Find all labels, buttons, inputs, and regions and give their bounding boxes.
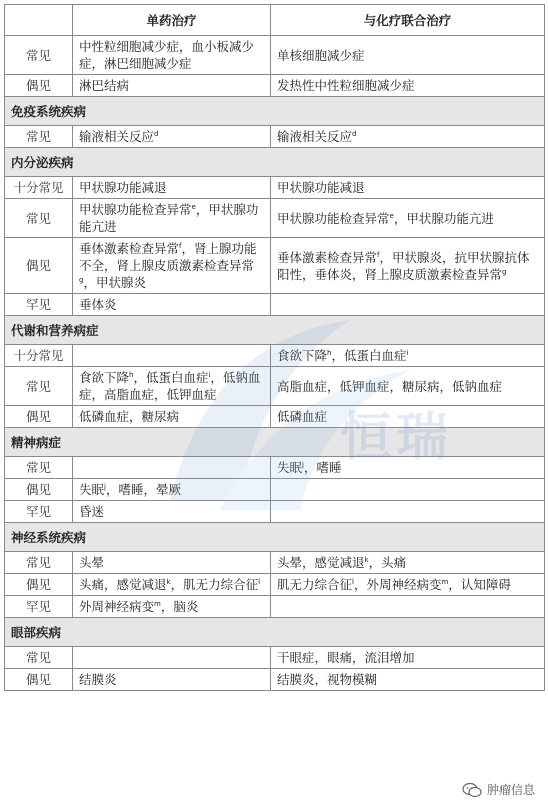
reaction-text: 低磷血症	[277, 409, 328, 424]
badge-text: 肿瘤信息	[486, 783, 535, 797]
reaction-text: 外周神经病变	[79, 599, 155, 614]
combination-cell	[271, 501, 545, 523]
combination-cell	[271, 199, 545, 238]
section-title: 神经系统疾病	[5, 523, 545, 552]
reaction-text: 垂体炎	[79, 297, 117, 312]
frequency-cell: 常见	[5, 457, 73, 479]
monotherapy-cell	[73, 238, 271, 294]
combination-cell	[271, 552, 545, 574]
monotherapy-cell	[73, 596, 271, 618]
section-title: 精神病症	[5, 428, 545, 457]
reaction-text: ，甲状腺炎	[83, 275, 146, 290]
table-row	[5, 294, 545, 316]
header-combination: 与化疗联合治疗	[271, 5, 545, 36]
reaction-text: 头痛，感觉减退	[79, 577, 167, 592]
footnote-marker: j	[104, 482, 106, 491]
table-row	[5, 574, 545, 596]
frequency-cell: 常见	[5, 367, 73, 406]
source-badge	[459, 780, 538, 799]
reaction-text: 甲状腺功能减退	[277, 180, 365, 195]
frequency-cell: 偶见	[5, 406, 73, 428]
footnote-marker: i	[406, 348, 409, 357]
reaction-text: 输液相关反应	[79, 129, 155, 144]
section-row	[5, 316, 545, 345]
footnote-marker: l	[352, 577, 354, 586]
reaction-text: 甲状腺功能检查异常	[79, 202, 192, 217]
reaction-text: 甲状腺功能检查异常	[277, 210, 390, 226]
reaction-text: 高脂血症，低钾血症，糖尿病，低钠血症	[277, 378, 503, 394]
combination-cell	[271, 574, 545, 596]
table-row	[5, 406, 545, 428]
combination-cell	[271, 479, 545, 501]
reaction-text: ，认知障碍	[448, 577, 511, 592]
monotherapy-cell	[73, 406, 271, 428]
adverse-reactions-table	[4, 4, 545, 691]
reaction-text: ，肾上腺功能不全，肾上腺皮质激素检查异常	[79, 241, 257, 273]
frequency-cell: 偶见	[5, 574, 73, 596]
reaction-text: ，嗜睡	[303, 460, 342, 475]
reaction-text: 中性粒细胞减少症，血小板减少症，淋巴细胞减少症	[79, 39, 255, 71]
reaction-text: ，外周神经病变	[353, 577, 442, 592]
table-row	[5, 552, 545, 574]
monotherapy-cell	[73, 647, 271, 669]
footnote-marker: h	[327, 348, 332, 357]
footnote-marker: i	[208, 370, 211, 379]
reaction-text: ，甲状腺炎，抗甲状腺抗体阳性，垂体炎，肾上腺皮质激素检查异常	[277, 249, 530, 282]
combination-cell	[271, 177, 545, 199]
reaction-text: 单核细胞减少症	[277, 47, 365, 63]
frequency-cell: 罕见	[5, 596, 73, 618]
monotherapy-cell	[73, 345, 271, 367]
footnote-marker: d	[352, 129, 357, 138]
reaction-text: ，甲状腺功能亢进	[79, 202, 259, 234]
frequency-cell: 常见	[5, 126, 73, 148]
section-row	[5, 428, 545, 457]
footnote-marker: e	[191, 202, 196, 211]
reaction-text: 食欲下降	[277, 348, 328, 363]
table-row	[5, 177, 545, 199]
footnote-marker: j	[302, 460, 304, 469]
frequency-cell: 罕见	[5, 294, 73, 316]
reaction-text: 结膜炎，视物模糊	[277, 672, 378, 687]
section-title: 眼部疾病	[5, 618, 545, 647]
table-row	[5, 596, 545, 618]
frequency-cell: 偶见	[5, 479, 73, 501]
reaction-text: ，头痛	[368, 555, 407, 570]
reaction-text: 失眠	[277, 460, 303, 475]
table-row	[5, 479, 545, 501]
reaction-text: ，低钠血症，高脂血症，低钾血症	[79, 370, 261, 402]
reaction-text: ，甲状腺功能亢进	[393, 210, 494, 226]
combination-cell	[271, 669, 545, 691]
table-row	[5, 238, 545, 294]
frequency-cell: 常见	[5, 36, 73, 75]
reaction-text: 淋巴结病	[79, 78, 130, 93]
monotherapy-cell	[73, 552, 271, 574]
reaction-text: 食欲下降	[79, 370, 130, 385]
table-row	[5, 367, 545, 406]
frequency-cell: 常见	[5, 647, 73, 669]
footnote-marker: k	[166, 577, 171, 586]
monotherapy-cell	[73, 501, 271, 523]
reaction-text: 输液相关反应	[277, 129, 353, 144]
section-title: 代谢和营养病症	[5, 316, 545, 345]
reaction-text: ，低蛋白血症	[331, 348, 407, 363]
reaction-text: 头晕，感觉减退	[277, 555, 365, 570]
section-row	[5, 523, 545, 552]
combination-cell	[271, 36, 545, 75]
combination-cell	[271, 647, 545, 669]
section-row	[5, 97, 545, 126]
section-title: 内分泌疾病	[5, 148, 545, 177]
frequency-cell: 常见	[5, 552, 73, 574]
reaction-text: 肌无力综合征	[277, 577, 353, 592]
section-row	[5, 148, 545, 177]
table-row	[5, 669, 545, 691]
footnote-marker: d	[154, 129, 159, 138]
table-row	[5, 457, 545, 479]
reaction-text: 甲状腺功能减退	[79, 180, 167, 195]
reaction-text: ，低蛋白血症	[133, 370, 209, 385]
reaction-text: 失眠	[79, 482, 105, 497]
frequency-cell: 十分常见	[5, 177, 73, 199]
reaction-text: ，脑炎	[160, 599, 199, 614]
table-row	[5, 126, 545, 148]
monotherapy-cell	[73, 126, 271, 148]
reaction-text: 垂体激素检查异常	[79, 241, 180, 256]
frequency-cell: 十分常见	[5, 345, 73, 367]
monotherapy-cell	[73, 574, 271, 596]
reaction-text: 低磷血症，糖尿病	[79, 409, 180, 424]
reaction-text: 干眼症，眼痛，流泪增加	[277, 650, 415, 665]
monotherapy-cell	[73, 669, 271, 691]
reaction-text: ，嗜睡，晕厥	[105, 482, 181, 497]
footnote-marker: m	[441, 577, 449, 586]
reaction-text: 垂体激素检查异常	[277, 249, 378, 265]
section-title: 免疫系统疾病	[5, 97, 545, 126]
table-header-row	[5, 5, 545, 36]
reaction-text: 昏迷	[79, 504, 105, 519]
footnote-marker: f	[179, 241, 182, 250]
combination-cell	[271, 345, 545, 367]
table-row	[5, 501, 545, 523]
footnote-marker: g	[502, 267, 507, 276]
frequency-cell: 偶见	[5, 669, 73, 691]
reaction-text: 头晕	[79, 555, 105, 570]
reaction-text: 发热性中性粒细胞减少症	[277, 78, 415, 93]
monotherapy-cell	[73, 294, 271, 316]
wechat-icon	[462, 782, 482, 798]
combination-cell	[271, 596, 545, 618]
frequency-cell: 常见	[5, 199, 73, 238]
frequency-cell: 偶见	[5, 75, 73, 97]
footnote-marker: e	[389, 211, 394, 220]
table-row	[5, 345, 545, 367]
header-frequency	[5, 5, 73, 36]
footnote-marker: h	[129, 370, 134, 379]
table-row	[5, 75, 545, 97]
monotherapy-cell	[73, 457, 271, 479]
combination-cell	[271, 126, 545, 148]
table-row	[5, 36, 545, 75]
monotherapy-cell	[73, 479, 271, 501]
watermark-text: 恒瑞	[340, 408, 453, 468]
combination-cell	[271, 294, 545, 316]
monotherapy-cell	[73, 36, 271, 75]
monotherapy-cell	[73, 199, 271, 238]
frequency-cell: 偶见	[5, 238, 73, 294]
monotherapy-cell	[73, 367, 271, 406]
frequency-cell: 罕见	[5, 501, 73, 523]
combination-cell	[271, 238, 545, 294]
footnote-marker: k	[364, 555, 369, 564]
table-row	[5, 647, 545, 669]
header-monotherapy: 单药治疗	[73, 5, 271, 36]
footnote-marker: l	[258, 577, 261, 586]
combination-cell	[271, 75, 545, 97]
table-row	[5, 199, 545, 238]
reaction-text: ，肌无力综合征	[170, 577, 259, 592]
section-row	[5, 618, 545, 647]
footnote-marker: g	[79, 275, 84, 284]
reaction-text: 结膜炎	[79, 672, 117, 687]
footnote-marker: m	[154, 599, 161, 608]
footnote-marker: f	[377, 250, 380, 259]
monotherapy-cell	[73, 75, 271, 97]
monotherapy-cell	[73, 177, 271, 199]
